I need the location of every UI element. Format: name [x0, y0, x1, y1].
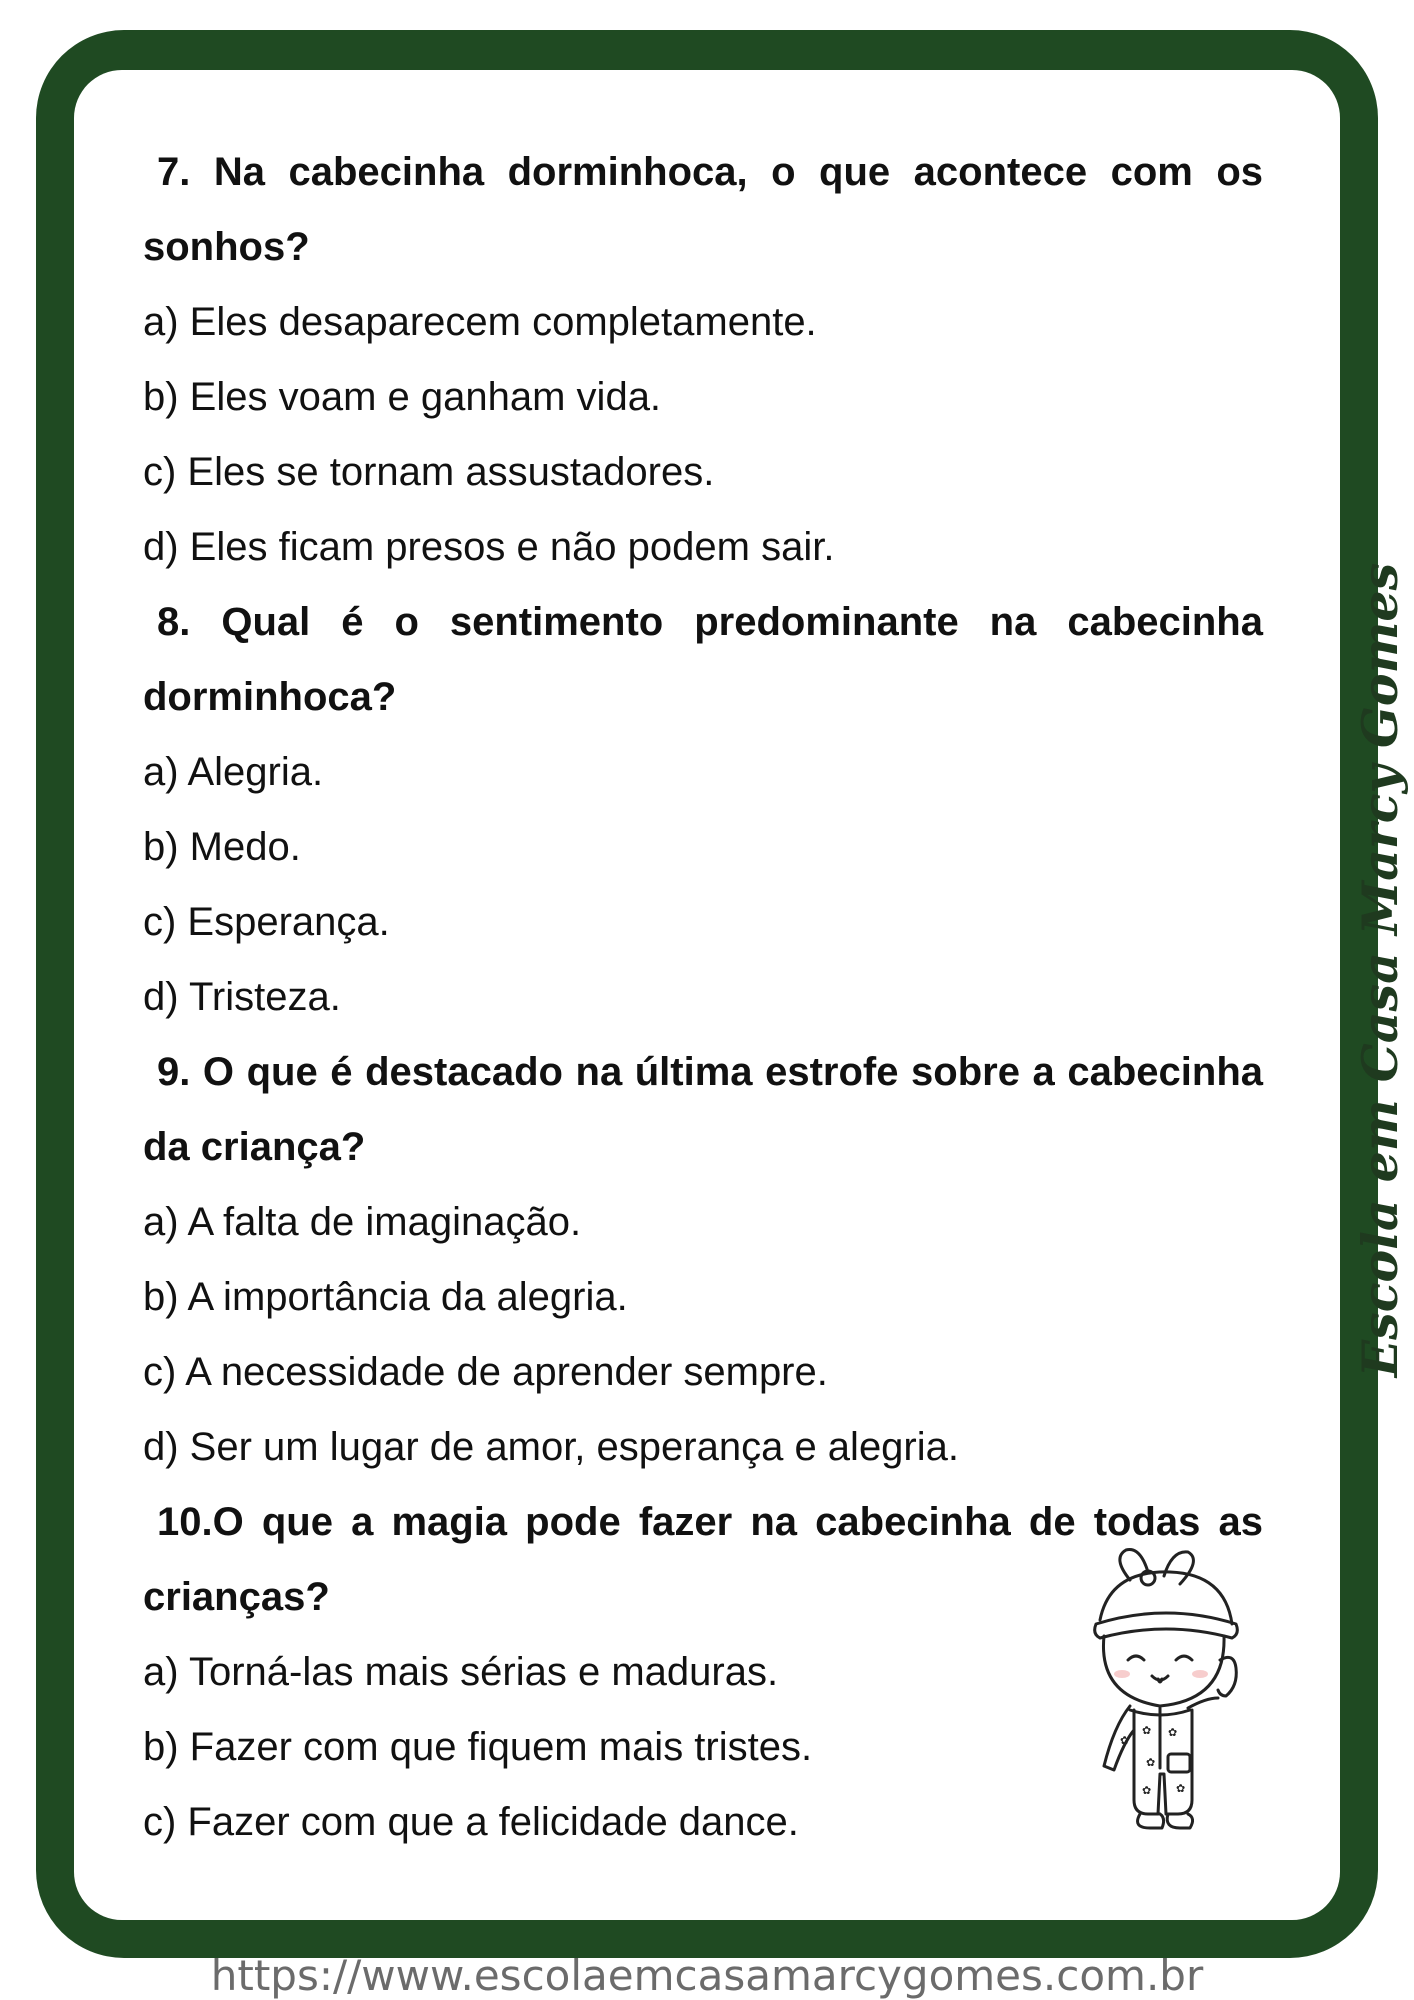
option-b: b) A importância da alegria.	[143, 1275, 628, 1319]
question-text: 7. Na cabecinha dorminhoca, o que acontece com os sonhos?	[143, 150, 1263, 269]
question-7	[143, 135, 1263, 585]
option-c: c) Esperança.	[143, 900, 390, 944]
question-9	[143, 1035, 1263, 1485]
svg-text:✿: ✿	[1168, 1726, 1178, 1739]
option-b: b) Fazer com que fiquem mais tristes.	[143, 1725, 813, 1769]
option-b: b) Eles voam e ganham vida.	[143, 375, 662, 419]
question-text: 10.O que a magia pode fazer na cabecinha de todas as crianças?	[143, 1500, 1263, 1619]
option-a: a) A falta de imaginação.	[143, 1200, 582, 1244]
svg-text:✿: ✿	[1176, 1782, 1186, 1795]
option-c: c) Eles se tornam assustadores.	[143, 450, 715, 494]
option-a: a) Alegria.	[143, 750, 324, 794]
option-c: c) Fazer com que a felicidade dance.	[143, 1800, 799, 1844]
svg-text:✿: ✿	[1142, 1784, 1152, 1797]
option-a: a) Eles desaparecem completamente.	[143, 300, 817, 344]
question-8	[143, 585, 1263, 1035]
child-in-pajamas-icon	[1060, 1540, 1260, 1840]
option-d: d) Eles ficam presos e não podem sair.	[143, 525, 835, 569]
option-a: a) Torná-las mais sérias e maduras.	[143, 1650, 779, 1694]
option-b: b) Medo.	[143, 825, 301, 869]
school-name-vertical: Escola em Casa Marcy Gomes	[1351, 562, 1409, 1378]
option-d: d) Ser um lugar de amor, esperança e alegria.	[143, 1425, 959, 1469]
question-text: 9. O que é destacado na última estrofe sobre a cabecinha da criança?	[143, 1050, 1263, 1169]
svg-text:✿: ✿	[1146, 1756, 1156, 1769]
svg-text:✿: ✿	[1120, 1734, 1130, 1747]
footer-website-url[interactable]: https://www.escolaemcasamarcygomes.com.br	[210, 1951, 1204, 2000]
option-d: d) Tristeza.	[143, 975, 341, 1019]
svg-text:✿: ✿	[1142, 1724, 1152, 1737]
question-text: 8. Qual é o sentimento predominante na cabecinha dorminhoca?	[143, 600, 1263, 719]
option-c: c) A necessidade de aprender sempre.	[143, 1350, 828, 1394]
